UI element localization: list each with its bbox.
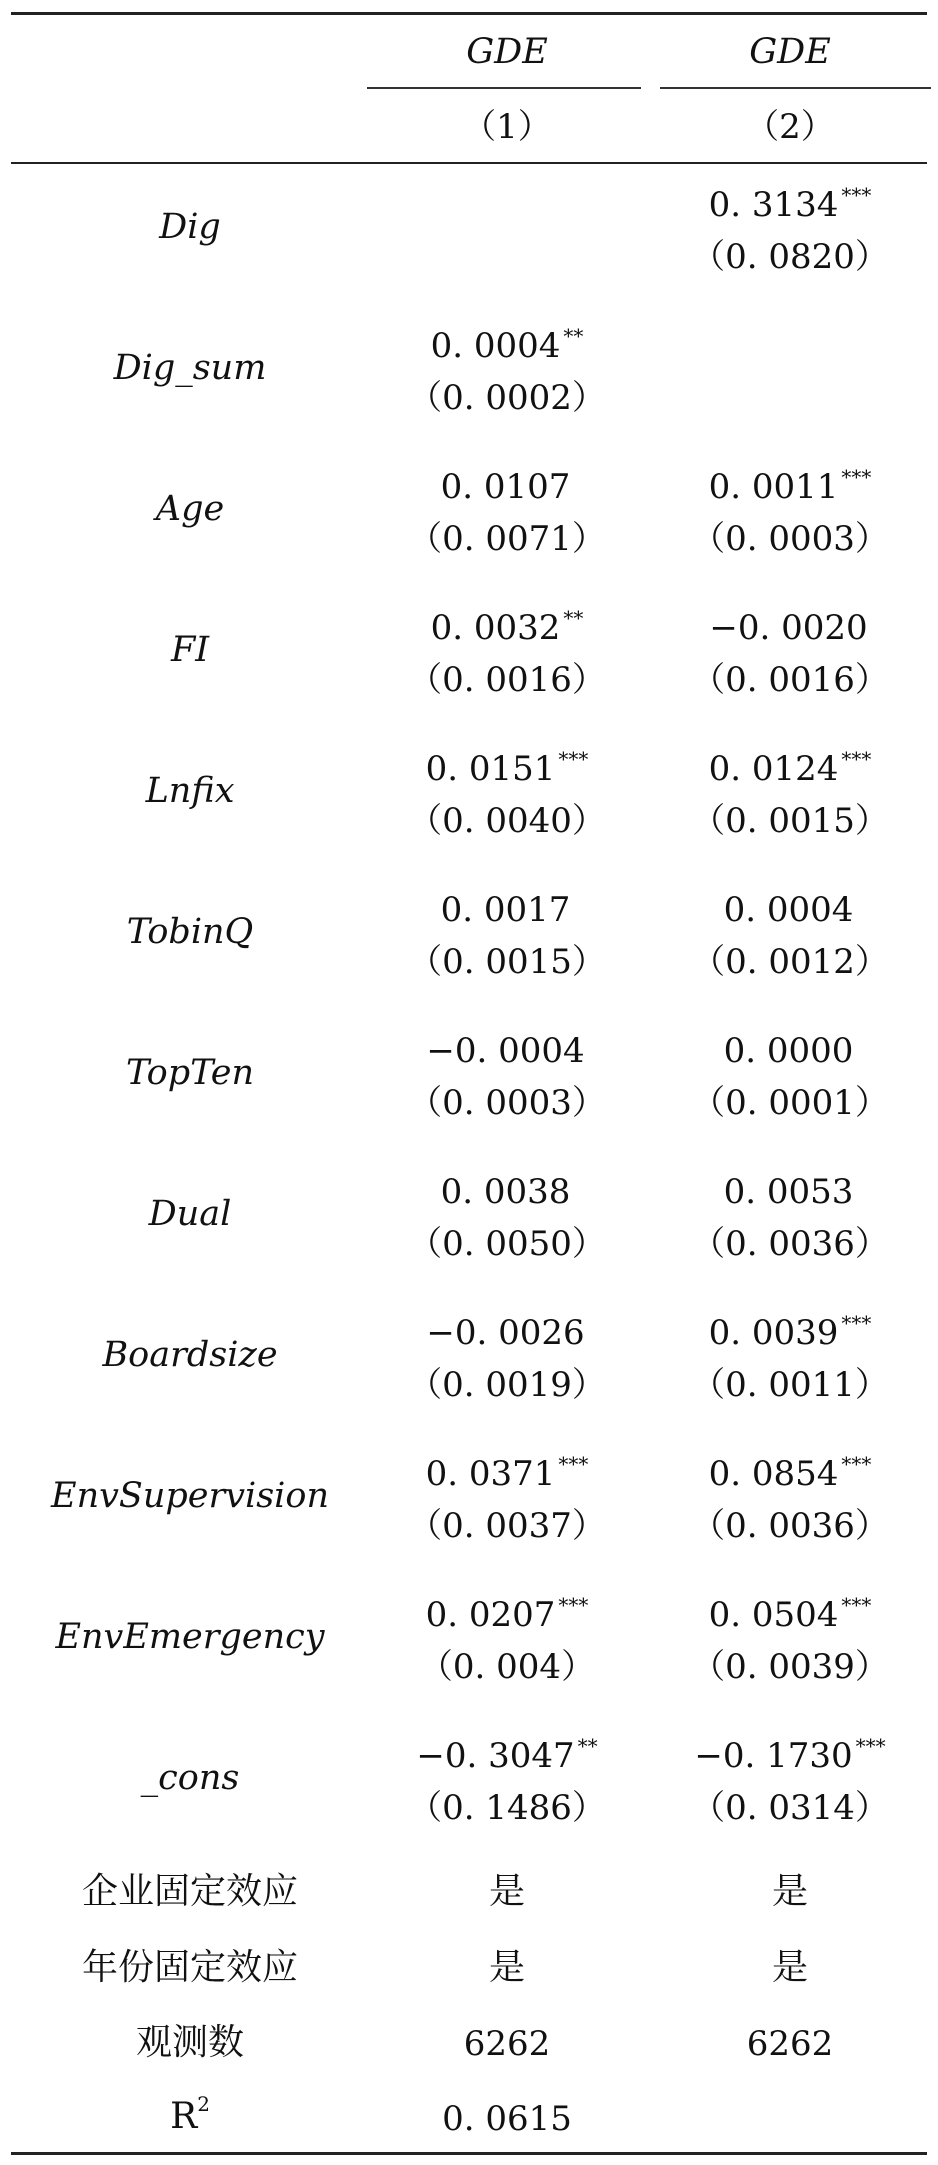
header-subrule-col1 — [367, 87, 641, 89]
row-label: Boardsize — [102, 1335, 278, 1375]
standard-error: （0. 0011） — [691, 1365, 889, 1405]
row-label: FI — [170, 630, 210, 670]
standard-error: （0. 0001） — [691, 1083, 889, 1123]
coefficient-value: 0. 0039 — [708, 1313, 839, 1353]
row-label: Lnfix — [145, 771, 235, 811]
standard-error: （0. 0036） — [691, 1506, 889, 1546]
standard-error: （0. 1486） — [408, 1788, 606, 1828]
coefficient-value: 0. 0000 — [723, 1031, 854, 1071]
coefficient-value: 0. 0504 — [708, 1595, 839, 1635]
standard-error: （0. 0314） — [691, 1788, 889, 1828]
row-label: Age — [155, 489, 225, 529]
significance-stars: *** — [841, 465, 872, 489]
row-label: Dig — [159, 207, 221, 247]
significance-stars: *** — [841, 1593, 872, 1617]
coefficient-value: 0. 0004 — [430, 326, 561, 366]
footer-row-value: 6262 — [746, 2024, 834, 2064]
coefficient-value: 0. 0038 — [440, 1172, 571, 1212]
column-number: （2） — [745, 107, 835, 147]
header-subrule-col2 — [660, 87, 931, 89]
standard-error: （0. 0036） — [691, 1224, 889, 1264]
row-label: _cons — [140, 1758, 240, 1798]
standard-error: （0. 0040） — [408, 801, 606, 841]
standard-error: （0. 0050） — [408, 1224, 606, 1264]
coefficient — [650, 465, 930, 507]
coefficient — [367, 747, 647, 789]
footer-row-label: 观测数 — [135, 2022, 244, 2063]
coefficient-value: 0. 0017 — [440, 890, 571, 930]
coefficient — [367, 606, 647, 648]
coefficient-value: −0. 3047 — [416, 1736, 575, 1776]
coefficient-value: −0. 0026 — [426, 1313, 585, 1353]
row-label: Dig_sum — [113, 348, 267, 388]
footer-row-value: 是 — [771, 1947, 808, 1988]
column-header-dep-var: GDE — [749, 32, 831, 72]
standard-error: （0. 0003） — [691, 519, 889, 559]
standard-error: （0. 0016） — [691, 660, 889, 700]
coefficient-value: 0. 0004 — [723, 890, 854, 930]
coefficient — [650, 1311, 930, 1353]
coefficient-value: 0. 0371 — [425, 1454, 556, 1494]
footer-row-value: 6262 — [463, 2024, 551, 2064]
coefficient-value: 0. 0854 — [708, 1454, 839, 1494]
coefficient-value: 0. 3134 — [708, 185, 839, 225]
significance-stars: *** — [558, 1593, 589, 1617]
r2-row-label — [30, 2092, 350, 2137]
r2-label-base: R — [170, 2096, 198, 2137]
footer-row-label: 企业固定效应 — [81, 1871, 298, 1912]
coefficient-value: −0. 0004 — [426, 1031, 585, 1071]
coefficient — [367, 1452, 647, 1494]
table-top-rule — [11, 12, 927, 15]
coefficient — [650, 1452, 930, 1494]
standard-error: （0. 0039） — [691, 1647, 889, 1687]
significance-stars: ** — [577, 1734, 598, 1758]
coefficient — [650, 1593, 930, 1635]
standard-error: （0. 0002） — [408, 378, 606, 418]
standard-error: （0. 0037） — [408, 1506, 606, 1546]
coefficient — [367, 1172, 647, 1212]
significance-stars: *** — [558, 747, 589, 771]
significance-stars: *** — [841, 183, 872, 207]
footer-row-value: 是 — [771, 1871, 808, 1912]
coefficient — [650, 329, 930, 363]
row-label: Dual — [148, 1194, 232, 1234]
coefficient-value: 0. 0207 — [425, 1595, 556, 1635]
coefficient — [650, 747, 930, 789]
standard-error: （0. 0071） — [408, 519, 606, 559]
significance-stars: ** — [563, 606, 584, 630]
coefficient-value: 0. 0151 — [425, 749, 556, 789]
coefficient-value: −0. 1730 — [694, 1736, 853, 1776]
standard-error: （0. 0015） — [408, 942, 606, 982]
r2-value: 0. 0615 — [442, 2099, 572, 2139]
coefficient-value: 0. 0107 — [440, 467, 571, 507]
standard-error: （0. 0820） — [691, 237, 889, 277]
coefficient — [650, 608, 930, 648]
coefficient-value: −0. 0020 — [709, 608, 868, 648]
row-label: EnvSupervision — [51, 1476, 329, 1516]
standard-error: （0. 004） — [418, 1647, 596, 1687]
coefficient — [650, 183, 930, 225]
standard-error: （0. 0003） — [408, 1083, 606, 1123]
coefficient — [650, 1172, 930, 1212]
significance-stars: ** — [563, 324, 584, 348]
significance-stars: *** — [841, 747, 872, 771]
coefficient — [367, 324, 647, 366]
r2-label-superscript: 2 — [197, 2092, 210, 2116]
standard-error: （0. 0012） — [691, 942, 889, 982]
significance-stars: *** — [558, 1452, 589, 1476]
standard-error: （0. 0019） — [408, 1365, 606, 1405]
row-label: EnvEmergency — [55, 1617, 325, 1657]
coefficient — [367, 188, 647, 222]
standard-error: （0. 0016） — [408, 660, 606, 700]
coefficient — [650, 1031, 930, 1071]
significance-stars: *** — [855, 1734, 886, 1758]
coefficient — [650, 1734, 930, 1776]
coefficient-value: 0. 0032 — [430, 608, 561, 648]
column-header-dep-var: GDE — [466, 32, 548, 72]
coefficient — [367, 890, 647, 930]
footer-row-value: 是 — [488, 1871, 525, 1912]
significance-stars: *** — [841, 1311, 872, 1335]
row-label: TobinQ — [126, 912, 254, 952]
significance-stars: *** — [841, 1452, 872, 1476]
coefficient-value: 0. 0011 — [708, 467, 839, 507]
coefficient — [367, 1593, 647, 1635]
coefficient — [367, 1031, 647, 1071]
coefficient — [367, 1734, 647, 1776]
row-label: TopTen — [126, 1053, 254, 1093]
coefficient-value: 0. 0124 — [708, 749, 839, 789]
footer-row-label: 年份固定效应 — [81, 1947, 298, 1988]
header-bottom-rule — [11, 162, 927, 164]
coefficient — [367, 467, 647, 507]
standard-error: （0. 0015） — [691, 801, 889, 841]
table-bottom-rule — [11, 2152, 927, 2155]
footer-row-value: 是 — [488, 1947, 525, 1988]
column-number: （1） — [462, 107, 552, 147]
coefficient-value: 0. 0053 — [723, 1172, 854, 1212]
coefficient — [367, 1313, 647, 1353]
coefficient — [650, 890, 930, 930]
